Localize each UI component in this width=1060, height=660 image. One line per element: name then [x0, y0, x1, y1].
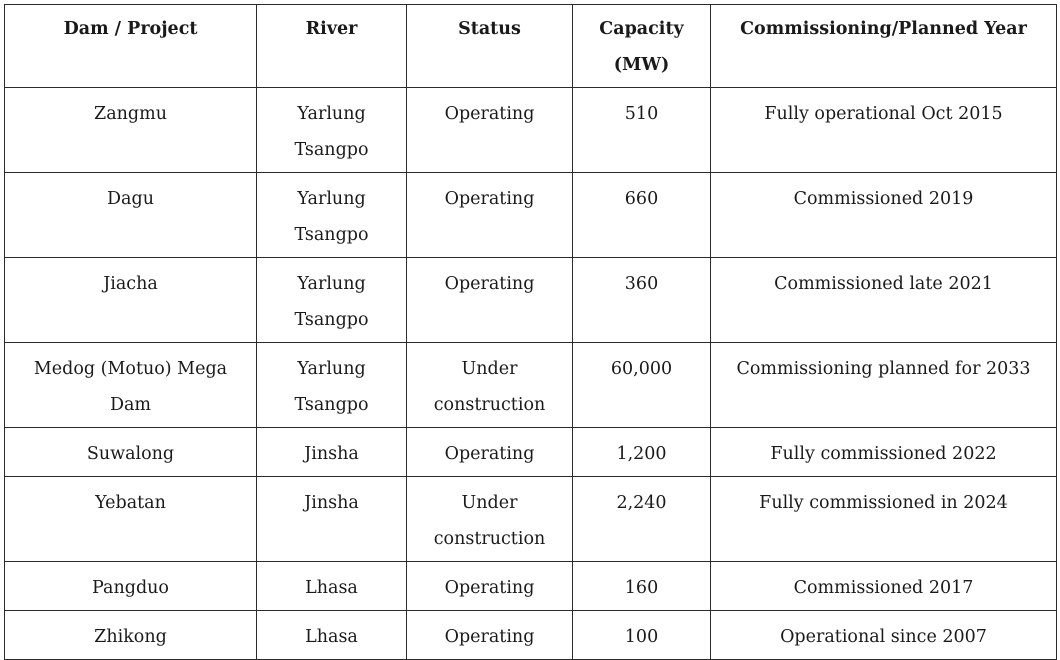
- cell-river-line1: Yarlung: [297, 274, 366, 294]
- table-row: [5, 258, 1057, 343]
- cell-status: [407, 88, 573, 173]
- cell-year: Commissioned 2017: [711, 562, 1057, 611]
- cell-river-line2: Tsangpo: [294, 395, 369, 415]
- cell-status: [407, 611, 573, 660]
- cell-status: [407, 258, 573, 343]
- cell-capacity: 2,240: [573, 477, 711, 562]
- table-row: [5, 477, 1057, 562]
- cell-status-line2: construction: [433, 395, 546, 415]
- cell-capacity: 1,200: [573, 428, 711, 477]
- cell-year: Fully commissioned 2022: [711, 428, 1057, 477]
- cell-project: [5, 88, 257, 173]
- cell-capacity: 660: [573, 173, 711, 258]
- cell-capacity: 60,000: [573, 343, 711, 428]
- cell-status: [407, 173, 573, 258]
- table-row: [5, 343, 1057, 428]
- cell-river: [257, 562, 407, 611]
- cell-project: [5, 173, 257, 258]
- cell-river-text: Lhasa: [305, 627, 358, 647]
- cell-river-line1: Yarlung: [297, 189, 366, 209]
- cell-status-text: Operating: [444, 444, 535, 464]
- cell-project: [5, 477, 257, 562]
- cell-status-text: Operating: [444, 578, 535, 598]
- cell-status-text: Operating: [444, 627, 535, 647]
- cell-project-text: Zhikong: [94, 627, 167, 647]
- header-capacity-line2: (MW): [613, 55, 670, 75]
- cell-year: Commissioning planned for 2033: [711, 343, 1057, 428]
- cell-river-line2: Tsangpo: [294, 310, 369, 330]
- cell-project-text: Yebatan: [95, 493, 166, 513]
- cell-year: Fully operational Oct 2015: [711, 88, 1057, 173]
- table-row: [5, 428, 1057, 477]
- cell-river: [257, 258, 407, 343]
- cell-status-text: Operating: [444, 104, 535, 124]
- cell-capacity: 360: [573, 258, 711, 343]
- cell-year: Commissioned 2019: [711, 173, 1057, 258]
- table-row: [5, 611, 1057, 660]
- header-year: Commissioning/Planned Year: [711, 5, 1057, 88]
- cell-river-line2: Tsangpo: [294, 140, 369, 160]
- cell-status: [407, 343, 573, 428]
- cell-river: [257, 343, 407, 428]
- cell-project: [5, 343, 257, 428]
- cell-river-line2: Tsangpo: [294, 225, 369, 245]
- cell-year: Commissioned late 2021: [711, 258, 1057, 343]
- cell-river: [257, 611, 407, 660]
- table-row: [5, 173, 1057, 258]
- cell-river-text: Lhasa: [305, 578, 358, 598]
- cell-capacity: 100: [573, 611, 711, 660]
- cell-river-text: Jinsha: [304, 444, 359, 464]
- cell-project-text: Dagu: [107, 189, 154, 209]
- cell-status: [407, 562, 573, 611]
- header-status: Status: [407, 5, 573, 88]
- cell-status-line1: Under: [461, 493, 518, 513]
- cell-status-text: Operating: [444, 274, 535, 294]
- cell-river: [257, 173, 407, 258]
- header-capacity: [573, 5, 711, 88]
- cell-status: [407, 428, 573, 477]
- cell-capacity: 510: [573, 88, 711, 173]
- cell-status-line2: construction: [433, 529, 546, 549]
- table-row: [5, 88, 1057, 173]
- cell-river: [257, 428, 407, 477]
- cell-status-text: Operating: [444, 189, 535, 209]
- cell-river-text: Jinsha: [304, 493, 359, 513]
- header-river: River: [257, 5, 407, 88]
- cell-capacity: 160: [573, 562, 711, 611]
- cell-project: [5, 611, 257, 660]
- cell-project-text: Zangmu: [94, 104, 167, 124]
- cell-river: [257, 477, 407, 562]
- cell-status: [407, 477, 573, 562]
- cell-project-text: Suwalong: [86, 444, 175, 464]
- cell-project: [5, 562, 257, 611]
- cell-project-text: Jiacha: [103, 274, 158, 294]
- dam-projects-table: [4, 4, 1057, 660]
- cell-year: Operational since 2007: [711, 611, 1057, 660]
- table-row: [5, 562, 1057, 611]
- cell-project: [5, 428, 257, 477]
- cell-year: Fully commissioned in 2024: [711, 477, 1057, 562]
- cell-river-line1: Yarlung: [297, 359, 366, 379]
- header-project: Dam / Project: [5, 5, 257, 88]
- cell-project-line1: Medog (Motuo) Mega: [33, 359, 228, 379]
- table-header-row: [5, 5, 1057, 88]
- cell-river-line1: Yarlung: [297, 104, 366, 124]
- header-capacity-line1: Capacity: [599, 19, 684, 39]
- cell-project: [5, 258, 257, 343]
- cell-project-text: Pangduo: [92, 578, 169, 598]
- cell-status-line1: Under: [461, 359, 518, 379]
- cell-project-line2: Dam: [109, 395, 152, 415]
- cell-river: [257, 88, 407, 173]
